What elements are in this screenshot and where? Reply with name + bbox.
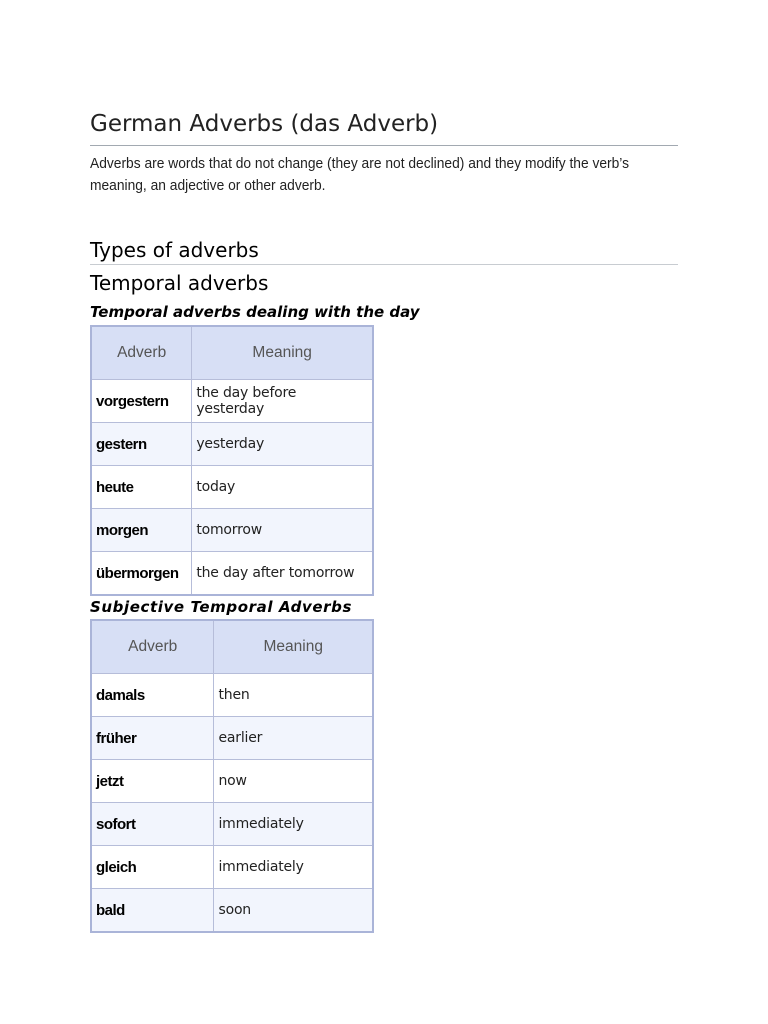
adverb-cell: gleich	[91, 846, 214, 889]
meaning-cell: tomorrow	[192, 509, 373, 552]
table-row	[91, 717, 373, 760]
meaning-cell: immediately	[214, 803, 373, 846]
intro-paragraph: Adverbs are words that do not change (they are not declined) and they modify the verb’s meaning, an adjective or other adverb.	[90, 155, 630, 194]
subsection-heading-temporal: Temporal adverbs	[90, 271, 269, 295]
table-row	[91, 466, 373, 509]
adverb-cell: vorgestern	[91, 380, 192, 423]
table-row	[91, 423, 373, 466]
meaning-cell: today	[192, 466, 373, 509]
meaning-cell: the day after tomorrow	[192, 552, 373, 596]
column-header-adverb: Adverb	[91, 620, 214, 674]
table-row	[91, 674, 373, 717]
table-row	[91, 380, 373, 423]
table-row	[91, 803, 373, 846]
table-caption-day: Temporal adverbs dealing with the day	[90, 303, 420, 321]
meaning-cell: earlier	[214, 717, 373, 760]
section-heading-types: Types of adverbs	[90, 237, 678, 265]
page-title: German Adverbs (das Adverb)	[90, 109, 678, 146]
adverb-cell: gestern	[91, 423, 192, 466]
meaning-cell: soon	[214, 889, 373, 933]
table-row	[91, 846, 373, 889]
adverbs-table-day	[90, 325, 374, 596]
table-caption-subjective: Subjective Temporal Adverbs	[90, 598, 353, 616]
adverb-cell: früher	[91, 717, 214, 760]
adverb-cell: sofort	[91, 803, 214, 846]
meaning-cell: now	[214, 760, 373, 803]
column-header-meaning: Meaning	[214, 620, 373, 674]
table-row	[91, 760, 373, 803]
meaning-cell: immediately	[214, 846, 373, 889]
meaning-cell: yesterday	[192, 423, 373, 466]
table-row	[91, 889, 373, 933]
adverb-cell: jetzt	[91, 760, 214, 803]
adverbs-table-subjective	[90, 619, 374, 933]
table-header-row	[91, 620, 373, 674]
adverb-cell: bald	[91, 889, 214, 933]
adverb-cell: übermorgen	[91, 552, 192, 596]
column-header-adverb: Adverb	[91, 326, 192, 380]
column-header-meaning: Meaning	[192, 326, 373, 380]
adverb-cell: heute	[91, 466, 192, 509]
table-row	[91, 552, 373, 596]
table-header-row	[91, 326, 373, 380]
adverb-cell: morgen	[91, 509, 192, 552]
adverb-cell: damals	[91, 674, 214, 717]
table-row	[91, 509, 373, 552]
meaning-cell: then	[214, 674, 373, 717]
meaning-cell: the day before yesterday	[192, 380, 373, 423]
